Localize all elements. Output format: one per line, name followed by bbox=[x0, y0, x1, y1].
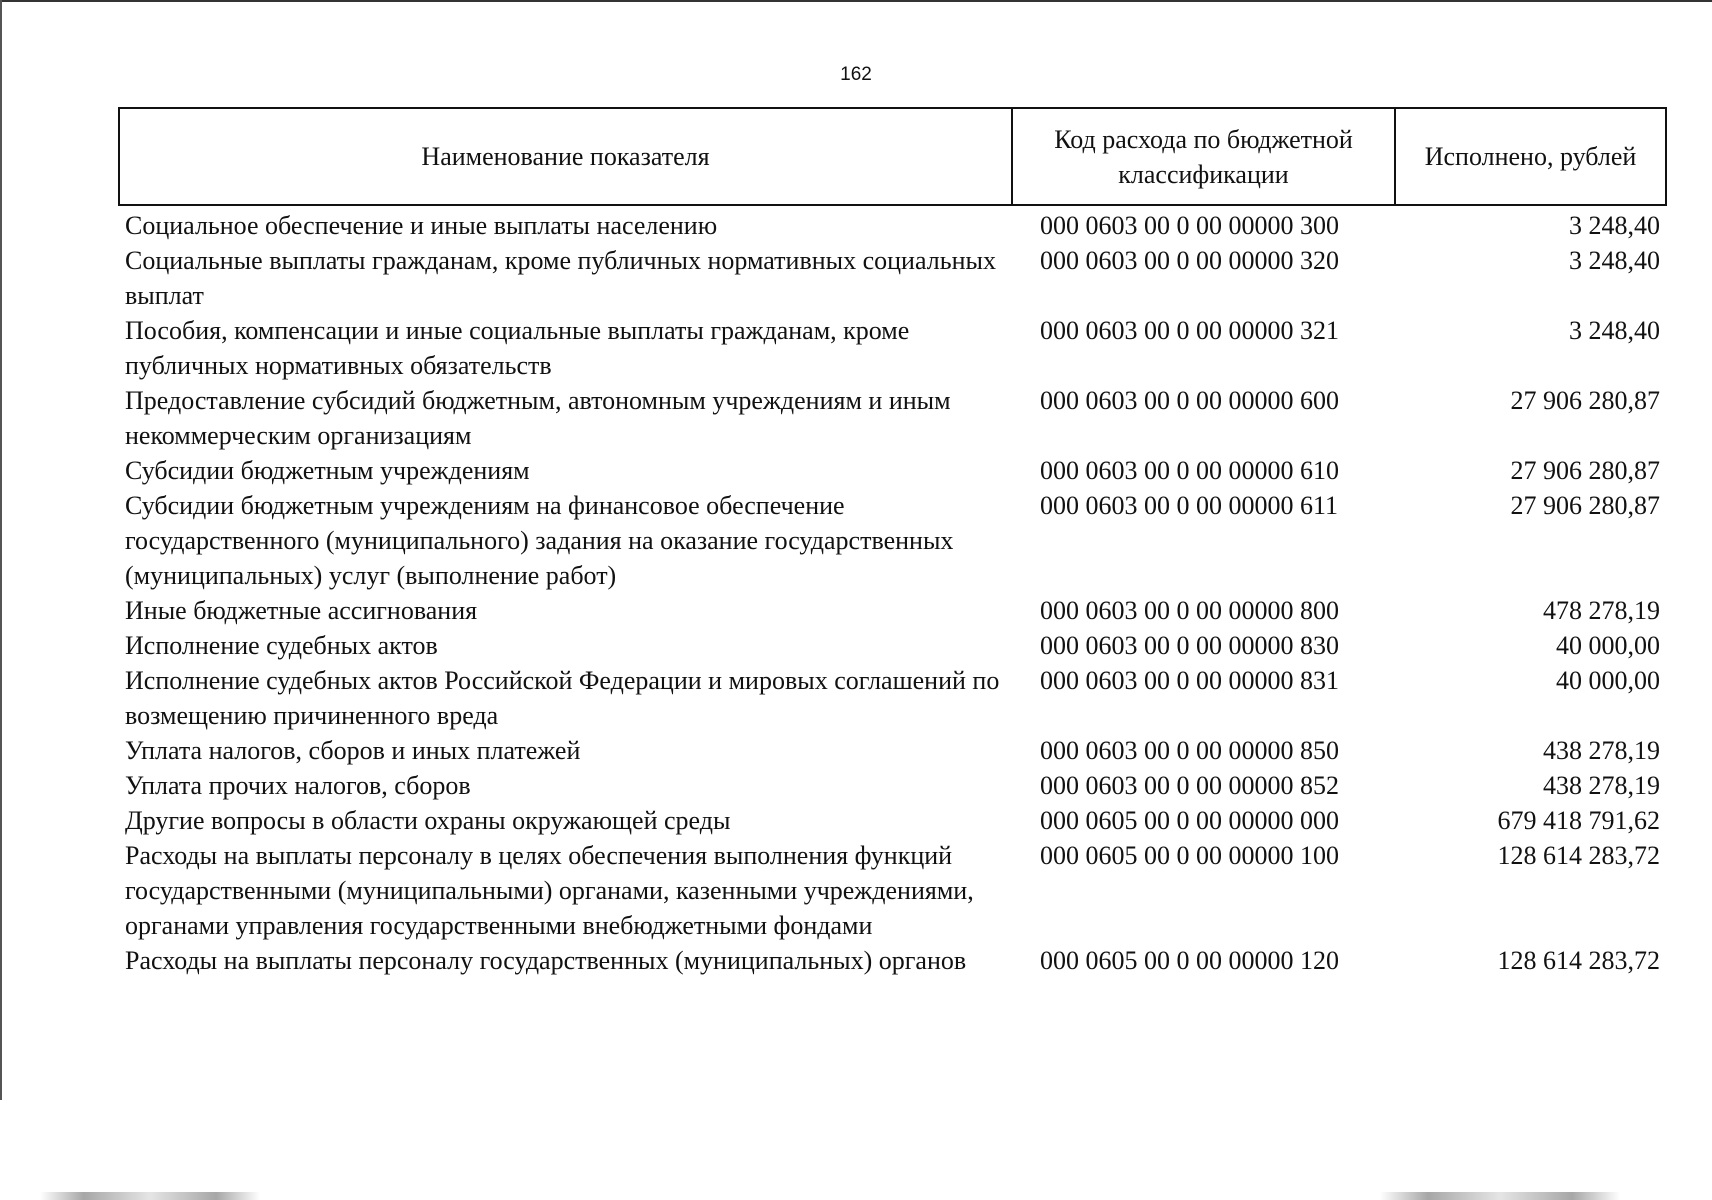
budget-code-cell: 000 0605 00 0 00 00000 100 bbox=[1040, 841, 1339, 870]
indicator-name-cell: Расходы на выплаты персоналу государственных (муниципальных) органов bbox=[125, 946, 967, 975]
executed-amount-cell: 27 906 280,87 bbox=[1510, 386, 1660, 415]
indicator-name-cell: Исполнение судебных актов bbox=[125, 631, 438, 660]
scan-artifact bbox=[1380, 1192, 1620, 1200]
budget-code-cell: 000 0603 00 0 00 00000 831 bbox=[1040, 666, 1339, 695]
executed-amount-cell: 3 248,40 bbox=[1569, 316, 1660, 345]
indicator-name-cell: Пособия, компенсации и иные социальные выплаты гражданам, кроме публичных нормативных обязательств bbox=[125, 316, 910, 380]
executed-amount-cell: 128 614 283,72 bbox=[1497, 946, 1660, 975]
table-body bbox=[119, 205, 1666, 978]
budget-code-cell: 000 0603 00 0 00 00000 800 bbox=[1040, 596, 1339, 625]
indicator-name-cell: Иные бюджетные ассигнования bbox=[125, 596, 478, 625]
budget-code-cell: 000 0605 00 0 00 00000 000 bbox=[1040, 806, 1339, 835]
indicator-name-cell: Уплата налогов, сборов и иных платежей bbox=[125, 736, 581, 765]
table-row bbox=[119, 243, 1666, 313]
executed-amount-cell: 40 000,00 bbox=[1556, 666, 1660, 695]
executed-amount-cell: 3 248,40 bbox=[1569, 211, 1660, 240]
executed-amount-cell: 438 278,19 bbox=[1543, 771, 1660, 800]
budget-execution-table bbox=[118, 107, 1667, 978]
table-row bbox=[119, 838, 1666, 943]
table-row bbox=[119, 383, 1666, 453]
table-row bbox=[119, 943, 1666, 978]
table-row bbox=[119, 628, 1666, 663]
indicator-name-cell: Предоставление субсидий бюджетным, автономным учреждениям и иным некоммерческим организациям bbox=[125, 386, 951, 450]
indicator-name-cell: Субсидии бюджетным учреждениям на финансовое обеспечение государственного (муниципального) задания на оказание государственных (муниципальных) услуг (выполнение работ) bbox=[125, 491, 954, 590]
executed-amount-cell: 128 614 283,72 bbox=[1497, 841, 1660, 870]
executed-amount-cell: 438 278,19 bbox=[1543, 736, 1660, 765]
budget-code-cell: 000 0605 00 0 00 00000 120 bbox=[1040, 946, 1339, 975]
budget-code-cell: 000 0603 00 0 00 00000 300 bbox=[1040, 211, 1339, 240]
executed-amount-cell: 40 000,00 bbox=[1556, 631, 1660, 660]
executed-amount-cell: 478 278,19 bbox=[1543, 596, 1660, 625]
header-budget-code: Код расхода по бюджетной классификации bbox=[1012, 108, 1395, 205]
executed-amount-cell: 27 906 280,87 bbox=[1510, 456, 1660, 485]
table-row bbox=[119, 768, 1666, 803]
table-row bbox=[119, 488, 1666, 593]
header-executed-amount: Исполнено, рублей bbox=[1395, 108, 1666, 205]
indicator-name-cell: Субсидии бюджетным учреждениям bbox=[125, 456, 530, 485]
scan-artifact bbox=[40, 1192, 260, 1200]
header-indicator-name: Наименование показателя bbox=[119, 108, 1012, 205]
table-row bbox=[119, 593, 1666, 628]
scan-left-border bbox=[0, 0, 2, 1100]
budget-code-cell: 000 0603 00 0 00 00000 850 bbox=[1040, 736, 1339, 765]
table-row bbox=[119, 313, 1666, 383]
indicator-name-cell: Социальное обеспечение и иные выплаты населению bbox=[125, 211, 718, 240]
budget-code-cell: 000 0603 00 0 00 00000 321 bbox=[1040, 316, 1339, 345]
table-row bbox=[119, 803, 1666, 838]
scan-top-border bbox=[0, 0, 1712, 2]
table-row bbox=[119, 733, 1666, 768]
table-row bbox=[119, 453, 1666, 488]
indicator-name-cell: Исполнение судебных актов Российской Федерации и мировых соглашений по возмещению причиненного вреда bbox=[125, 666, 1000, 730]
page-number: 162 bbox=[840, 64, 872, 85]
table-row bbox=[119, 663, 1666, 733]
executed-amount-cell: 3 248,40 bbox=[1569, 246, 1660, 275]
table-row bbox=[119, 205, 1666, 243]
indicator-name-cell: Социальные выплаты гражданам, кроме публичных нормативных социальных выплат bbox=[125, 246, 996, 310]
indicator-name-cell: Уплата прочих налогов, сборов bbox=[125, 771, 471, 800]
budget-code-cell: 000 0603 00 0 00 00000 852 bbox=[1040, 771, 1339, 800]
budget-code-cell: 000 0603 00 0 00 00000 600 bbox=[1040, 386, 1339, 415]
table-header-row bbox=[119, 108, 1666, 205]
budget-code-cell: 000 0603 00 0 00 00000 610 bbox=[1040, 456, 1339, 485]
indicator-name-cell: Другие вопросы в области охраны окружающей среды bbox=[125, 806, 731, 835]
executed-amount-cell: 27 906 280,87 bbox=[1510, 491, 1660, 520]
budget-code-cell: 000 0603 00 0 00 00000 320 bbox=[1040, 246, 1339, 275]
executed-amount-cell: 679 418 791,62 bbox=[1497, 806, 1660, 835]
budget-code-cell: 000 0603 00 0 00 00000 830 bbox=[1040, 631, 1339, 660]
budget-code-cell: 000 0603 00 0 00 00000 611 bbox=[1040, 491, 1339, 520]
indicator-name-cell: Расходы на выплаты персоналу в целях обеспечения выполнения функций государственными (муниципальными) органами, казенными учреждениями, органами управления государственными внебюджетными фондами bbox=[125, 841, 974, 940]
